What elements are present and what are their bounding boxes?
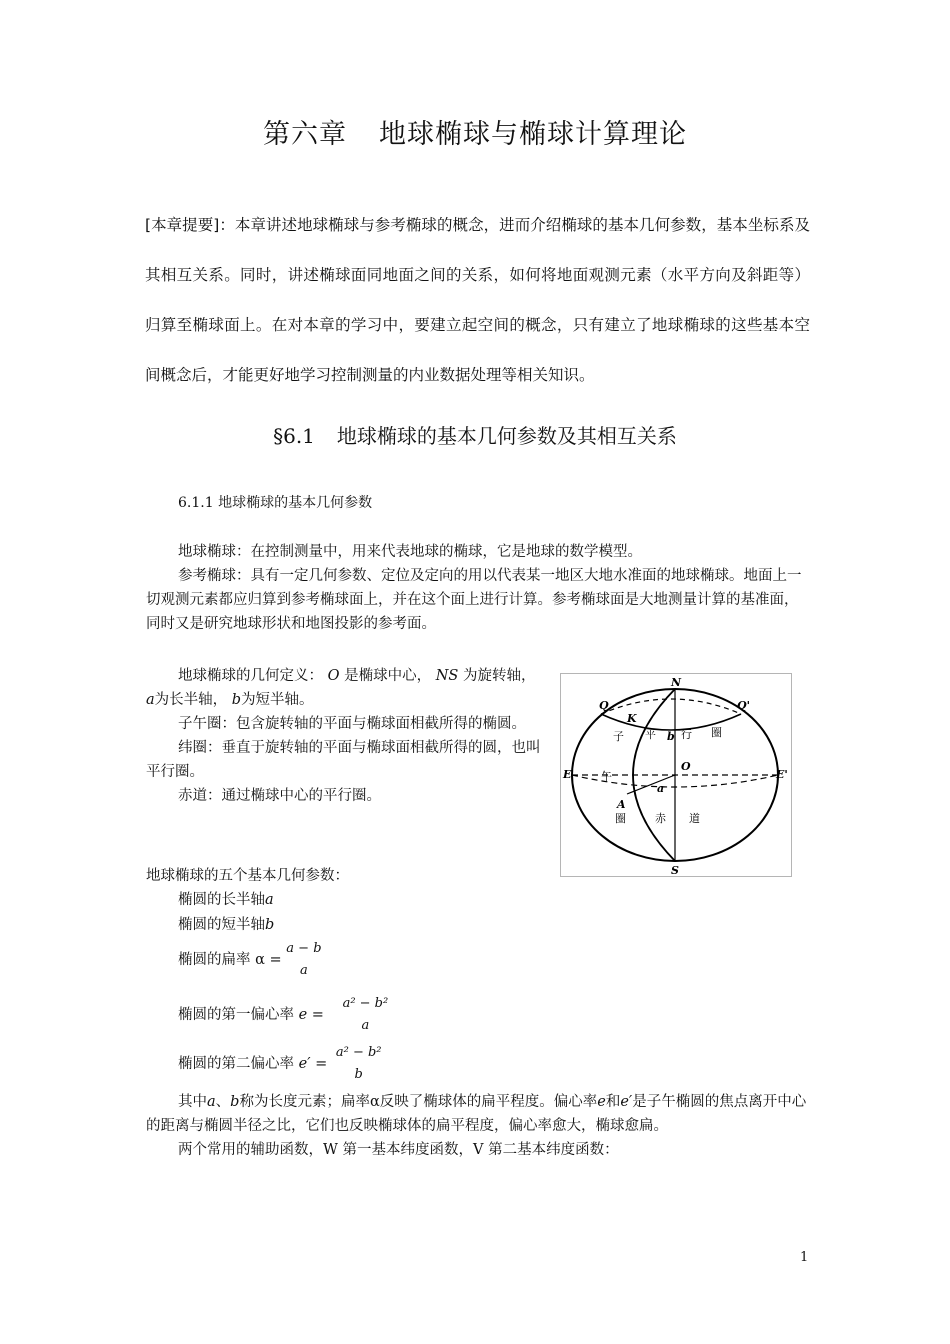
figure-label-zi: 子	[613, 730, 624, 743]
figure-label-wu: 午	[601, 770, 612, 783]
figure-label-K: K	[627, 712, 637, 725]
figure-label-quan2: 圈	[615, 812, 626, 825]
figure-label-Q: Q	[599, 699, 609, 712]
subsection-heading: 6.1.1 地球椭球的基本几何参数	[178, 495, 373, 511]
param-flattening: 椭圆的扁率 α = a − b a	[178, 938, 322, 982]
definitions-block	[146, 540, 808, 636]
chapter-name: 地球椭球与椭球计算理论	[379, 119, 687, 150]
figure-label-a: a	[657, 782, 665, 795]
figure-label-ping: 平	[645, 728, 656, 741]
aux-functions-paragraph: 两个常用的辅助函数，W 第一基本纬度函数，V 第二基本纬度函数：	[178, 1142, 619, 1158]
flattening-fraction: a − b a	[286, 941, 322, 978]
param-minor-axis: 椭圆的短半轴b	[178, 917, 275, 933]
section-title	[0, 420, 950, 449]
figure-label-N: N	[671, 676, 682, 689]
figure-label-xing: 行	[681, 728, 692, 741]
chapter-summary: [本章提要]：本章讲述地球椭球与参考椭球的概念，进而介绍椭球的基本几何参数，基本坐标系及其相互关系。同时，讲述椭球面同地面之间的关系，如何将地面观测元素（水平方向及斜距等）归算至椭球面上。在对本章的学习中，要建立起空间的概念，只有建立了地球椭球的这些基本空间概念后，才能更好地学习控制测量的内业数据处理等相关知识。	[145, 216, 810, 384]
chapter-number: 第六章	[263, 119, 347, 150]
parameters-heading: 地球椭球的五个基本几何参数：	[146, 868, 349, 884]
earth-ellipsoid-definition: 地球椭球：在控制测量中，用来代表地球的椭球，它是地球的数学模型。	[178, 544, 642, 560]
param-second-eccentricity: 椭圆的第二偏心率 e′ = a² − b² b	[178, 1042, 382, 1086]
parallel-definition: 纬圈：垂直于旋转轴的平面与椭球面相截所得的圆，也叫平行圈。	[146, 740, 541, 780]
param-first-eccentricity: 椭圆的第一偏心率 e = a² − b² a	[178, 993, 388, 1037]
figure-label-Qp: Q'	[737, 699, 750, 712]
figure-label-O: O	[681, 760, 691, 773]
meridian-definition: 子午圈：包含旋转轴的平面与椭球面相截所得的椭圆。	[178, 716, 526, 732]
ecc1-fraction: a² − b² a	[342, 996, 389, 1033]
figure-label-E: E	[563, 768, 572, 781]
explanation-paragraph: 其中a、b称为长度元素；扁率α反映了椭球体的扁平程度。偏心率e和e′是子午椭圆的焦点离开中心的距离与椭圆半径之比，它们也反映椭球体的扁平程度，偏心率愈大，椭球愈扁。	[146, 1094, 807, 1134]
geometry-definition: 地球椭球的几何定义： O 是椭球中心， NS 为旋转轴， a为长半轴， b为短半轴。	[146, 668, 536, 708]
figure-label-Ep: E'	[776, 768, 788, 781]
geometry-definitions	[146, 664, 548, 808]
ecc2-fraction: a² − b² b	[335, 1045, 382, 1082]
param-major-axis: 椭圆的长半轴a	[178, 892, 274, 908]
explanation-block	[146, 1090, 808, 1162]
figure-label-S: S	[671, 864, 679, 876]
section-number: §6.1	[273, 424, 315, 448]
page-number: 1	[800, 1250, 809, 1265]
ellipsoid-figure	[560, 673, 792, 877]
figure-label-dao: 道	[689, 812, 700, 825]
figure-label-chi: 赤	[655, 812, 666, 825]
ellipsoid-diagram	[561, 674, 791, 876]
chapter-title	[0, 112, 950, 151]
equator-definition: 赤道：通过椭球中心的平行圈。	[178, 788, 381, 804]
figure-label-quan1: 圈	[711, 726, 722, 739]
reference-ellipsoid-definition: 参考椭球：具有一定几何参数、定位及定向的用以代表某一地区大地水准面的地球椭球。地面上一切观测元素都应归算到参考椭球面上，并在这个面上进行计算。参考椭球面是大地测量计算的基准面，同时又是研究地球形状和地图投影的参考面。	[146, 568, 802, 632]
figure-label-b: b	[667, 730, 675, 743]
figure-label-A: A	[617, 798, 626, 811]
section-name: 地球椭球的基本几何参数及其相互关系	[336, 424, 677, 448]
